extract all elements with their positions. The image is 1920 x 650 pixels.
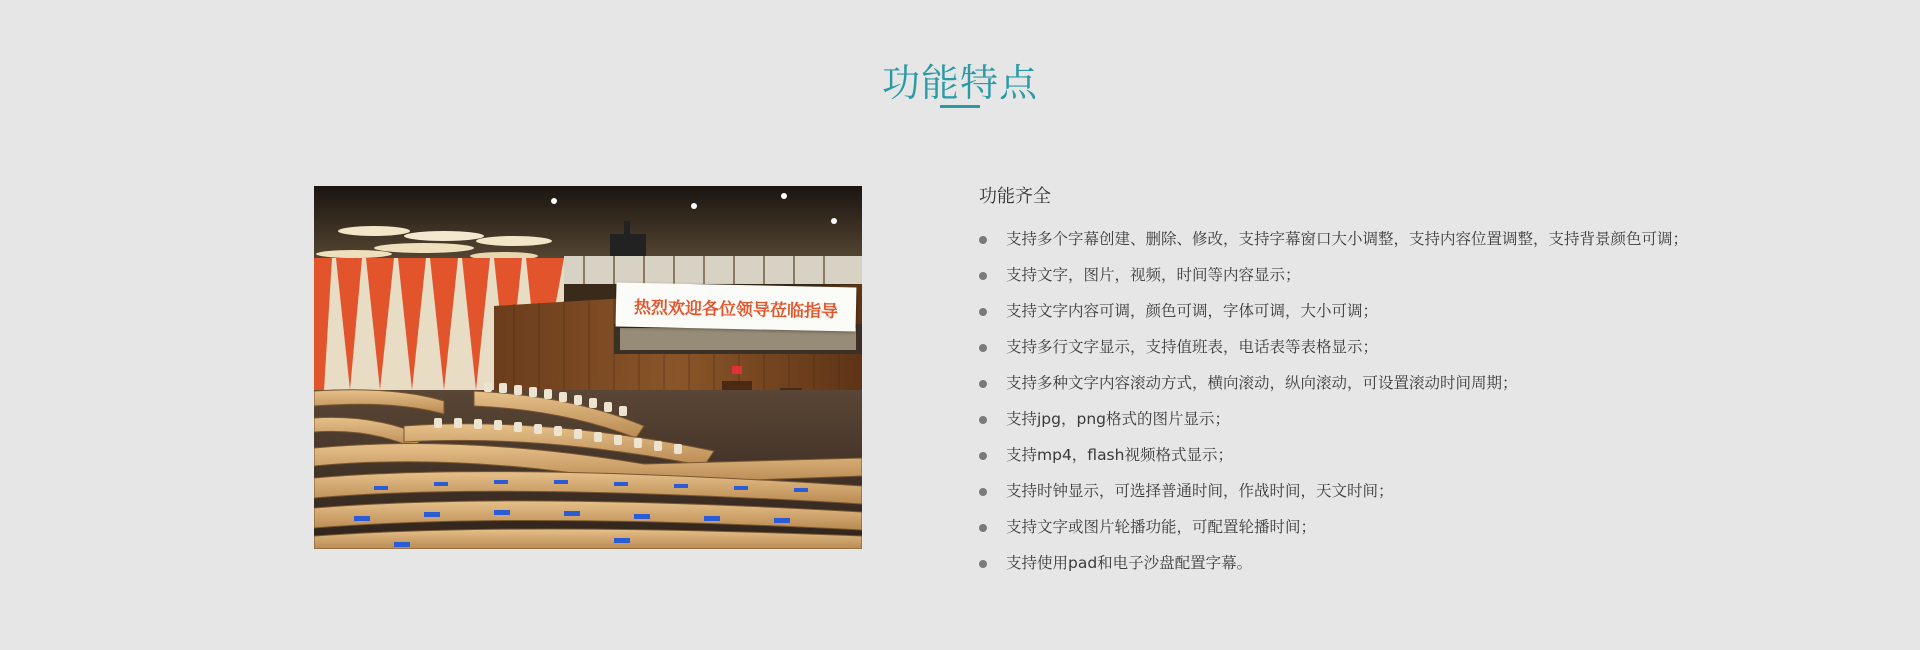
feature-text: 支持文字或图片轮播功能，可配置轮播时间； — [1006, 518, 1317, 536]
bullet-dot-icon — [979, 416, 987, 424]
feature-text: 支持使用pad和电子沙盘配置字幕。 — [1006, 554, 1253, 572]
feature-item — [979, 221, 1688, 257]
bullet-dot-icon — [979, 488, 987, 496]
feature-item — [979, 437, 1688, 473]
welcome-banner — [616, 282, 857, 331]
bullet-dot-icon — [979, 452, 987, 460]
bullet-dot-icon — [979, 272, 987, 280]
features-heading: 功能齐全 — [979, 186, 1051, 207]
title-underline — [940, 105, 980, 108]
feature-item — [979, 257, 1688, 293]
feature-text: 支持文字，图片，视频，时间等内容显示； — [1006, 266, 1301, 284]
bullet-dot-icon — [979, 308, 987, 316]
feature-text: 支持mp4，flash视频格式显示； — [1006, 446, 1233, 464]
page-title: 功能特点 — [881, 61, 1038, 105]
features-panel — [979, 182, 1688, 581]
conference-hall-image — [314, 186, 862, 549]
feature-text: 支持多种文字内容滚动方式，横向滚动，纵向滚动，可设置滚动时间周期； — [1006, 374, 1518, 392]
feature-item — [979, 293, 1688, 329]
feature-list — [979, 221, 1688, 581]
bullet-dot-icon — [979, 380, 987, 388]
bullet-dot-icon — [979, 560, 987, 568]
feature-text: 支持时钟显示，可选择普通时间，作战时间，天文时间； — [1006, 482, 1394, 500]
bullet-dot-icon — [979, 524, 987, 532]
feature-item — [979, 545, 1688, 581]
feature-item — [979, 509, 1688, 545]
feature-item — [979, 365, 1688, 401]
feature-text: 支持文字内容可调，颜色可调，字体可调，大小可调； — [1006, 302, 1379, 320]
feature-item — [979, 401, 1688, 437]
feature-item — [979, 473, 1688, 509]
bullet-dot-icon — [979, 344, 987, 352]
bullet-dot-icon — [979, 236, 987, 244]
banner-text: 热烈欢迎各位领导莅临指导 — [633, 297, 839, 322]
feature-text: 支持多个字幕创建、删除、修改，支持字幕窗口大小调整，支持内容位置调整，支持背景颜色可调； — [1006, 230, 1689, 248]
feature-item — [979, 329, 1688, 365]
feature-text: 支持jpg，png格式的图片显示； — [1006, 410, 1230, 428]
feature-text: 支持多行文字显示，支持值班表，电话表等表格显示； — [1006, 338, 1379, 356]
